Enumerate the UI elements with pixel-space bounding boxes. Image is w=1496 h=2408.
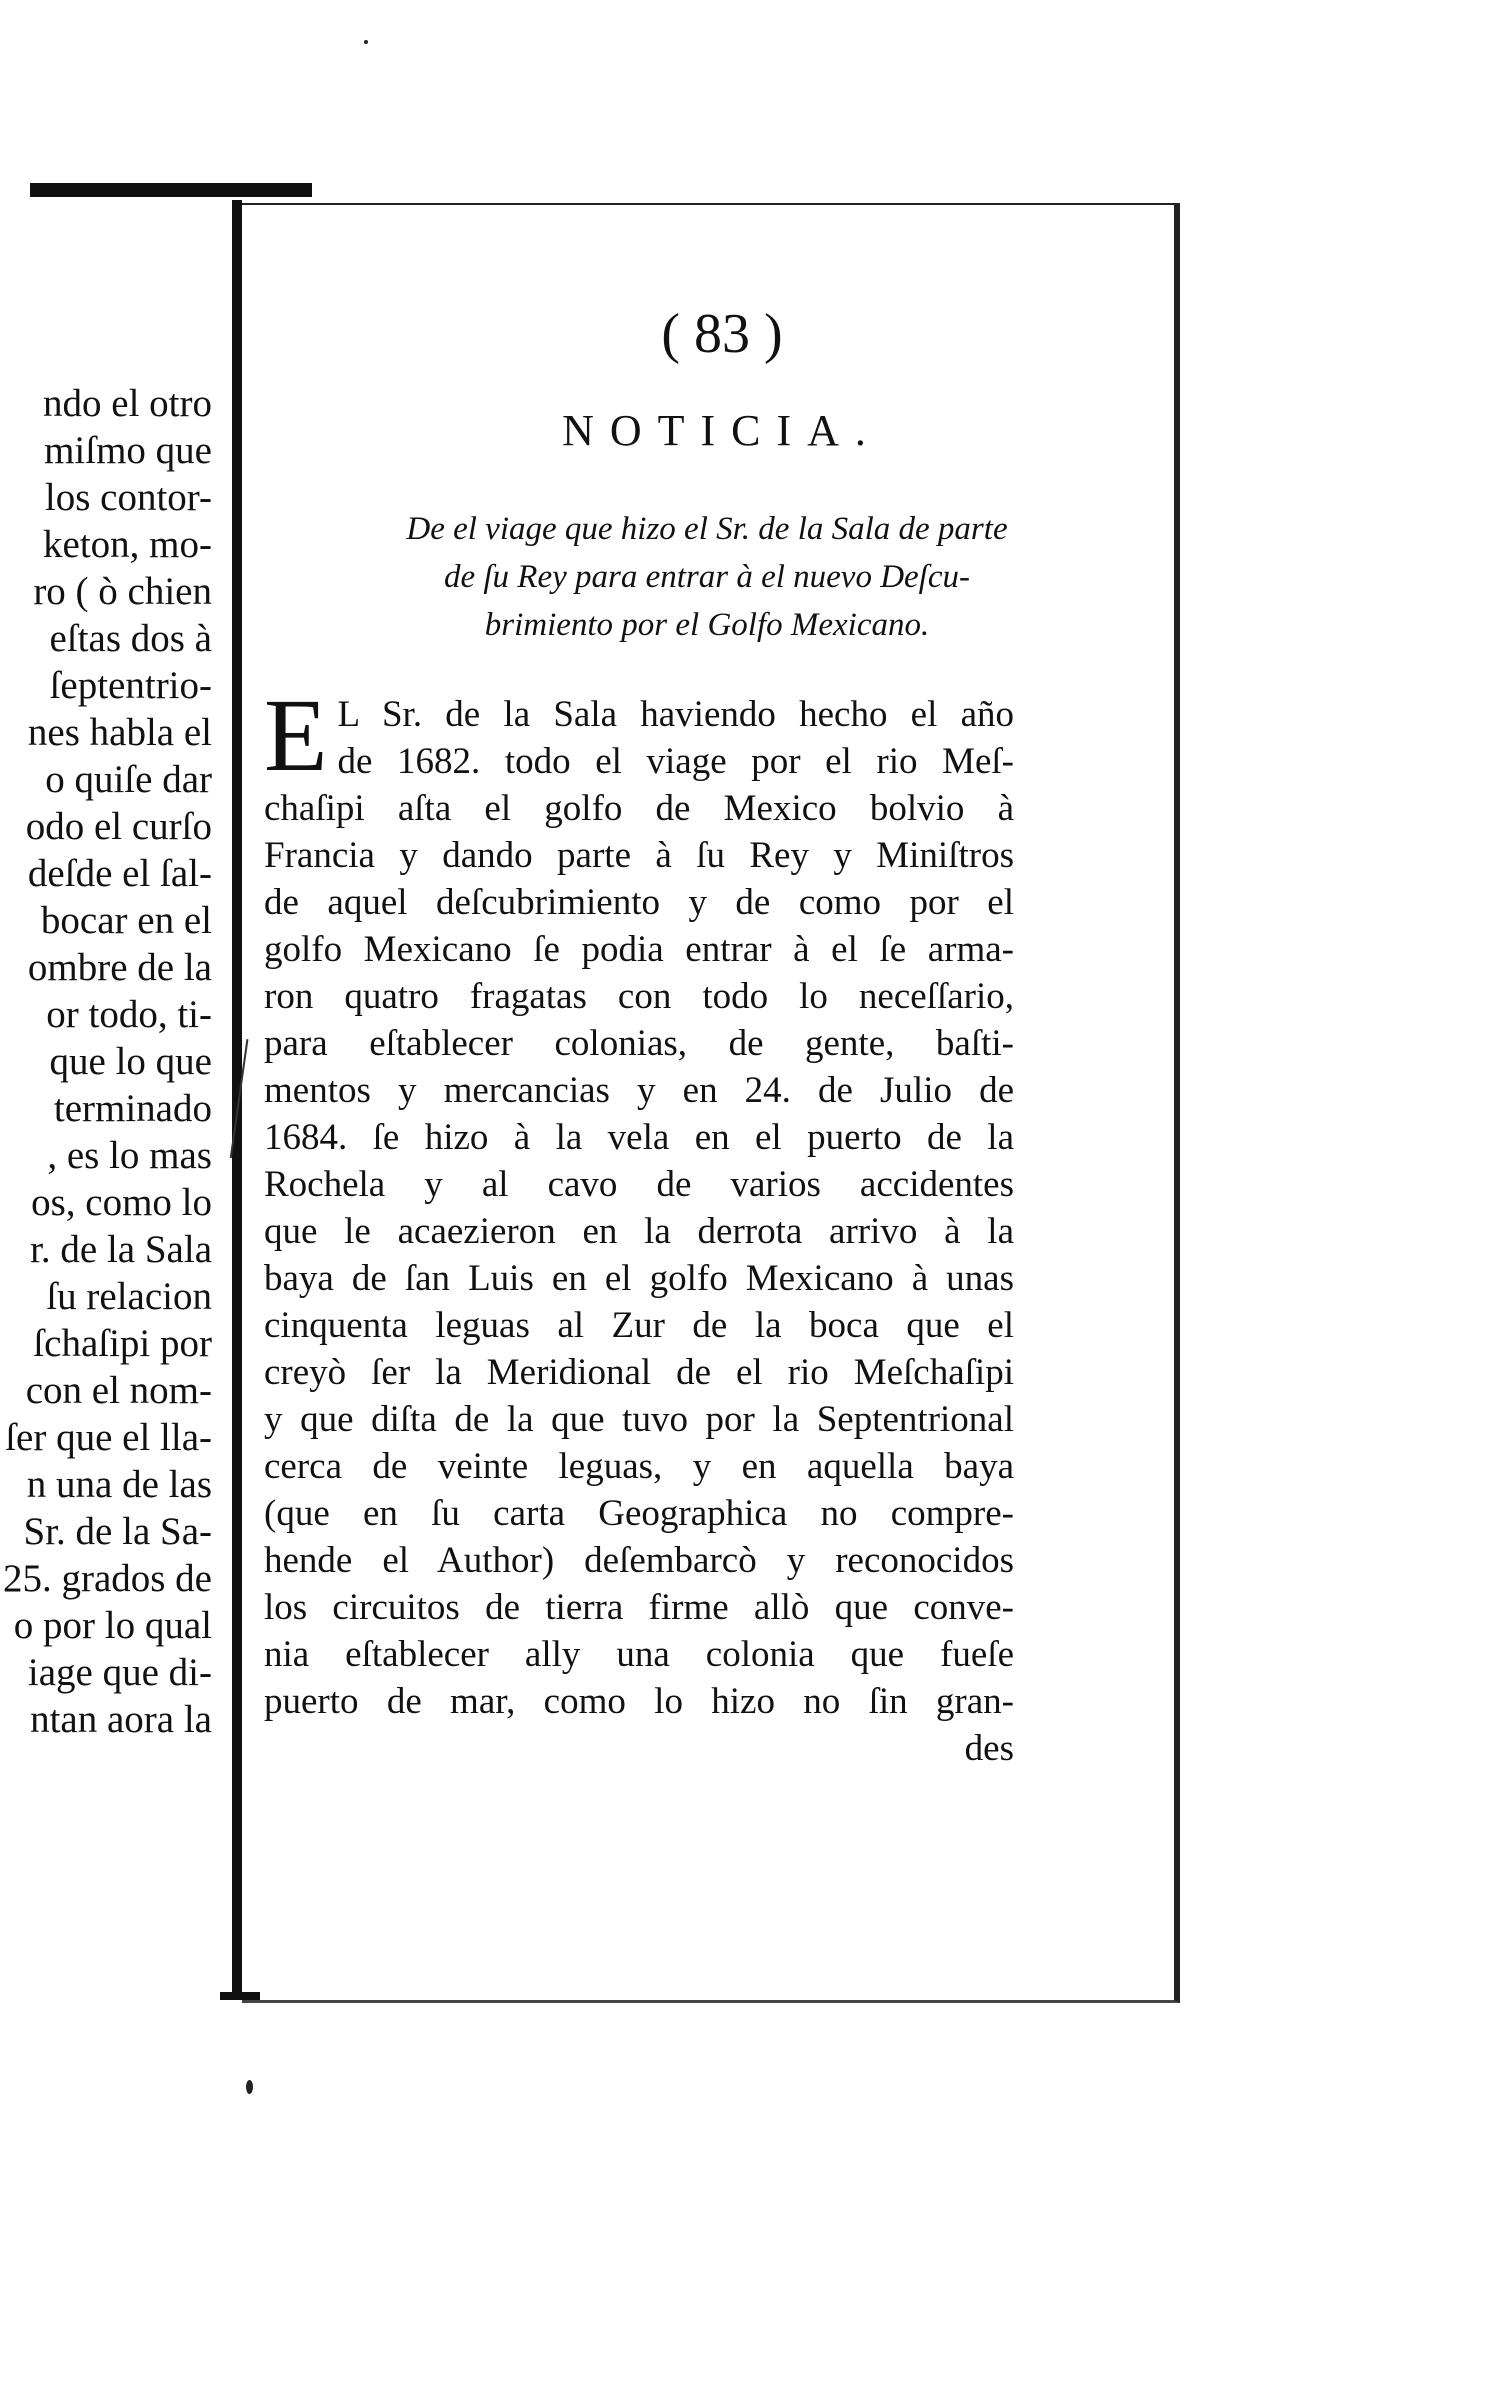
left-page-line: que lo que xyxy=(49,1040,212,1083)
left-page-line: eſtas dos à xyxy=(49,617,212,660)
left-page-line: miſmo que xyxy=(44,429,212,472)
left-page-line: r. de la Sala xyxy=(30,1228,212,1271)
body-line: nia eſtablecer ally una colonia que fueſe xyxy=(264,1634,1014,1675)
left-page-line: o quiſe dar xyxy=(45,758,212,801)
body-line: ron quatro fragatas con todo lo neceſſario, xyxy=(264,976,1014,1017)
body-line: golfo Mexicano ſe podia entrar à el ſe arma- xyxy=(264,929,1014,970)
left-page-line: keton, mo- xyxy=(43,523,212,566)
left-page-line: con el nom- xyxy=(25,1369,212,1412)
left-page-line: bocar en el xyxy=(40,899,212,942)
left-page-line: or todo, ti- xyxy=(46,993,212,1036)
left-page-line: Sr. de la Sa- xyxy=(23,1510,212,1553)
body-line: Francia y dando parte à ſu Rey y Miniſtros xyxy=(264,835,1014,876)
left-page-line: ndo el otro xyxy=(43,382,212,425)
subtitle-line: brimiento por el Golfo Mexicano. xyxy=(484,607,930,643)
body-line: hende el Author) deſembarcò y reconocidos xyxy=(264,1540,1014,1581)
drop-cap: E xyxy=(264,678,328,793)
body-line: de aquel deſcubrimiento y de como por el xyxy=(264,882,1014,923)
ink-speck xyxy=(246,2080,253,2094)
left-page-line: iage que di- xyxy=(27,1651,212,1694)
left-page-line: terminado xyxy=(53,1087,212,1130)
left-page-line: ombre de la xyxy=(27,946,212,989)
body-line: y que diſta de la que tuvo por la Septentrional xyxy=(264,1399,1014,1440)
left-page-line: odo el curſo xyxy=(25,805,212,848)
left-page-line: ſeptentrio- xyxy=(49,664,212,707)
body-line: que le acaezieron en la derrota arrivo à la xyxy=(264,1211,1014,1252)
body-line: puerto de mar, como lo hizo no ſin gran- xyxy=(264,1681,1014,1722)
left-page-line: n una de las xyxy=(26,1463,212,1506)
body-line: (que en ſu carta Geographica no compre- xyxy=(264,1493,1014,1534)
left-page-line: los contor- xyxy=(44,476,212,519)
body-line: L Sr. de la Sala haviendo hecho el año xyxy=(337,694,1014,735)
body-line: de 1682. todo el viage por el rio Meſ- xyxy=(337,741,1014,782)
body-line: Rochela y al cavo de varios accidentes xyxy=(264,1164,1014,1205)
left-page-line: ntan aora la xyxy=(30,1698,212,1741)
body-line: 1684. ſe hizo à la vela en el puerto de la xyxy=(264,1117,1014,1158)
body-line: los circuitos de tierra firme allò que conve- xyxy=(264,1587,1014,1628)
right-page xyxy=(242,203,1180,2003)
body-line: cerca de veinte leguas, y en aquella baya xyxy=(264,1446,1014,1487)
ink-speck xyxy=(364,40,368,44)
catchword: des xyxy=(964,1728,1014,1769)
subtitle-line: De el viage que hizo el Sr. de la Sala de parte xyxy=(406,511,1008,547)
body-line: mentos y mercancias y en 24. de Julio de xyxy=(264,1070,1014,1111)
left-page-fragment xyxy=(0,200,230,2000)
left-page-line: os, como lo xyxy=(31,1181,212,1224)
binding-rule-top xyxy=(30,183,312,197)
body-line: creyò ſer la Meridional de el rio Meſchaſipi xyxy=(264,1352,1014,1393)
section-subtitle xyxy=(262,505,1152,649)
left-page-line: ſchaſipi por xyxy=(33,1322,212,1365)
left-page-line: nes habla el xyxy=(27,711,212,754)
left-page-line: ro ( ò chien xyxy=(33,570,212,613)
body-line: para eſtablecer colonias, de gente, baſti- xyxy=(264,1023,1014,1064)
left-page-line: ſer que el lla- xyxy=(5,1416,212,1459)
left-page-line: deſde el ſal- xyxy=(27,852,212,895)
left-page-line: ſu relacion xyxy=(46,1275,212,1318)
page-number: ( 83 ) xyxy=(661,303,783,365)
body-line: chaſipi aſta el golfo de Mexico bolvio à xyxy=(264,788,1014,829)
left-page-line: o por lo qual xyxy=(13,1604,212,1647)
section-heading: NOTICIA. xyxy=(562,406,882,455)
left-page-line: 25. grados de xyxy=(2,1557,212,1600)
left-page-line: , es lo mas xyxy=(47,1134,212,1177)
body-line: baya de ſan Luis en el golfo Mexicano à unas xyxy=(264,1258,1014,1299)
subtitle-line: de ſu Rey para entrar à el nuevo Deſcu- xyxy=(443,559,970,595)
body-paragraph xyxy=(264,678,1014,1772)
body-line: cinquenta leguas al Zur de la boca que el xyxy=(264,1305,1014,1346)
